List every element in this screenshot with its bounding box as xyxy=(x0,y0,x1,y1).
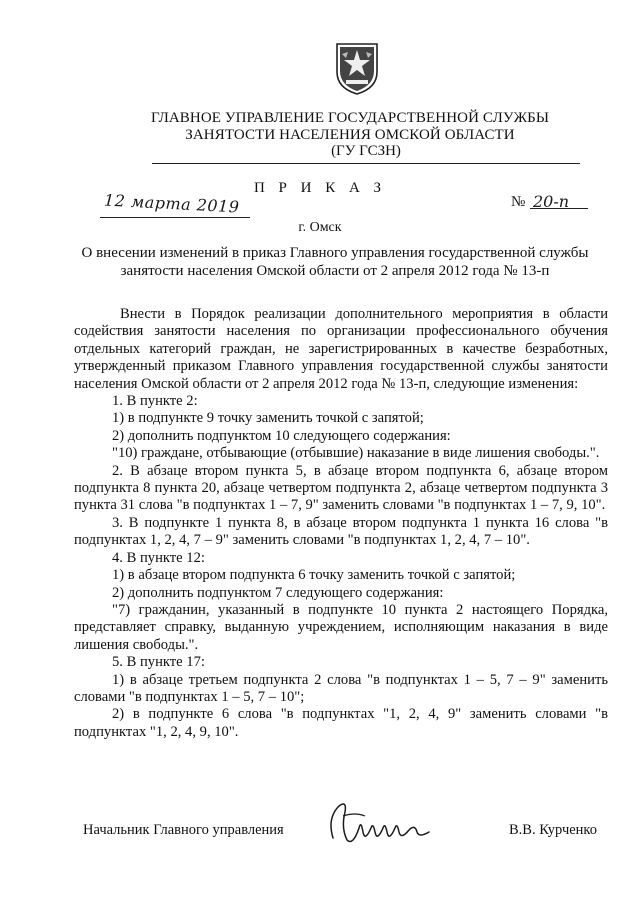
signatory-position: Начальник Главного управления xyxy=(83,822,284,838)
order-date: 12 марта 2019 xyxy=(103,190,240,217)
body-paragraph: 1) в подпункте 9 точку заменить точкой с запятой; xyxy=(112,410,424,427)
body-paragraph: 1) в абзаце втором подпункта 6 точку заменить точкой с запятой; xyxy=(112,567,516,584)
body-paragraph: 5. В пункте 17: xyxy=(112,654,205,671)
body-paragraph: 2. В абзаце втором пункта 5, в абзаце втором подпункта 6, абзаце втором подпункта 8 пункта 20, абзаце четвертом подпункта 2, абзаце четвертом подпункта 3 пункта 31 слова "в подпунктах 1 – 7, 9" заменить словами "в подпунктах 1 – 7, 9, 10". xyxy=(74,462,608,514)
handwritten-signature-icon xyxy=(325,798,435,848)
organization-abbreviation-text: (ГУ ГСЗН) xyxy=(331,143,401,159)
body-paragraph: 2) в подпункте 6 слова "в подпунктах "1, 2, 4, 9" заменить словами "в подпунктах "1, 2, 4, 9, 10". xyxy=(74,706,608,740)
organization-name-line-2: ЗАНЯТОСТИ НАСЕЛЕНИЯ ОМСКОЙ ОБЛАСТИ xyxy=(185,127,515,143)
city: г. Омск xyxy=(298,220,342,235)
body-paragraph: 2) дополнить подпунктом 10 следующего содержания: xyxy=(112,427,451,444)
organization-abbreviation xyxy=(152,143,580,164)
organization-name-line-1: ГЛАВНОЕ УПРАВЛЕНИЕ ГОСУДАРСТВЕННОЙ СЛУЖБЫ xyxy=(150,110,550,126)
order-subject: О внесении изменений в приказ Главного управления государственной службы занятости населения Омской области от 2 апреля 2012 года № 13-п xyxy=(81,245,589,279)
order-number-sign: № xyxy=(511,194,526,210)
signatory-name: В.В. Курченко xyxy=(509,822,597,838)
document-title: П Р И К А З xyxy=(253,180,387,196)
body-paragraph: 1. В пункте 2: xyxy=(112,393,198,410)
body-paragraph: "10) граждане, отбывающие (отбывшие) наказание в виде лишения свободы.". xyxy=(112,445,600,462)
order-body xyxy=(74,306,608,741)
body-paragraph: 2) дополнить подпунктом 7 следующего содержания: xyxy=(112,584,444,601)
body-paragraph: Внести в Порядок реализации дополнительного мероприятия в области содействия занятости населения по организации профессионального обучения отдельных категорий граждан, не зарегистрированных в качестве безработных, утвержденный приказом Главного управления государственной службы занятости населения Омской области от 2 апреля 2012 года № 13-п, следующие изменения: xyxy=(74,306,608,392)
body-paragraph: 3. В подпункте 1 пункта 8, в абзаце втором подпункта 1 пункта 16 слова "в подпунктах 1, 2, 4, 7 – 9" заменить словами "в подпунктах 1, 2, 4, 7 – 10". xyxy=(74,514,608,549)
body-paragraph: "7) гражданин, указанный в подпункте 10 пункта 2 настоящего Порядка, представляет справку, выданную учреждением, исполняющим наказания в виде лишения свободы.". xyxy=(74,601,608,653)
order-number: 20-п xyxy=(533,192,570,211)
body-paragraph: 4. В пункте 12: xyxy=(112,549,205,566)
body-paragraph: 1) в абзаце третьем подпункта 2 слова "в подпунктах 1 – 5, 7 – 9" заменить словами "в подпунктах 1 – 5, 7 – 10"; xyxy=(74,671,608,705)
omsk-coat-of-arms-icon xyxy=(332,42,382,96)
